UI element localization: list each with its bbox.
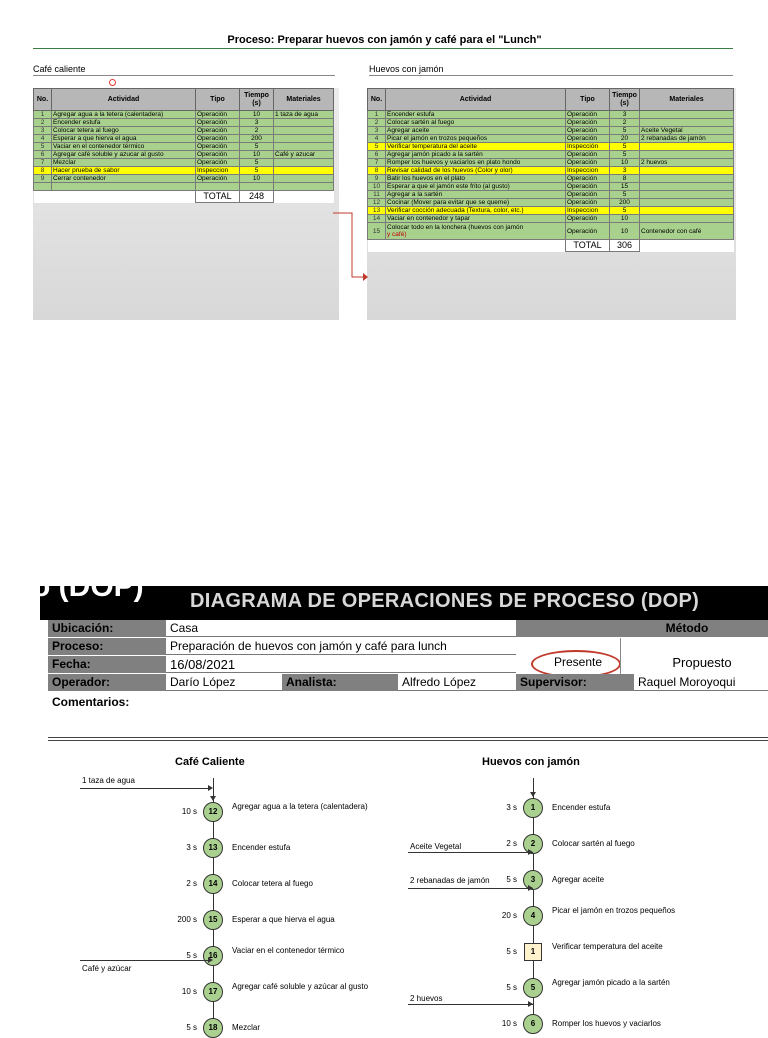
operation-circle: 3 [523,870,543,890]
analista-value: Alfredo López [398,674,516,691]
operation-circle: 14 [203,874,223,894]
tiempo-cell: 8 [610,175,640,183]
cafe-section-line [33,75,335,76]
operation-circle: 6 [523,1014,543,1034]
input-material-label: Café y azúcar [82,964,132,973]
operation-circle: 2 [523,834,543,854]
row-number: 7 [34,159,52,167]
spreadsheet-panel [33,30,736,320]
cafe-activity-table [33,88,334,203]
row-number: 9 [368,175,386,183]
blank [640,240,734,252]
connector-arrow [333,205,369,285]
tiempo-cell: 5 [240,143,274,151]
table-row [368,191,734,199]
tiempo-cell: 5 [610,143,640,151]
supervisor-label: Supervisor: [516,674,634,691]
operador-label: Operador: [48,674,166,691]
materiales-cell [640,111,734,119]
materiales-cell: Café y azucar [274,151,334,159]
inspection-square: 1 [524,943,542,961]
materiales-cell: 2 rebanadas de jamón [640,135,734,143]
title-underline [33,48,733,49]
step-time: 2 s [506,839,517,848]
process-title: Proceso: Preparar huevos con jamón y café para el "Lunch" [227,34,542,46]
actividad-cell: Verificar temperatura del aceite [386,143,566,151]
step-activity: Colocar tetera al fuego [232,879,313,888]
operation-circle: 5 [523,978,543,998]
step-activity: Agregar jamón picado a la sartén [552,978,670,987]
tiempo-cell: 3 [240,119,274,127]
tipo-cell: Operación [566,215,610,223]
row-number: 14 [368,215,386,223]
table-row [368,159,734,167]
row-number: 3 [368,127,386,135]
row-number: 11 [368,191,386,199]
materiales-cell [274,159,334,167]
materiales-cell: Aceite Vegetal [640,127,734,135]
row-number: 4 [34,135,52,143]
row-number: 7 [368,159,386,167]
tiempo-cell: 2 [610,119,640,127]
input-arrowhead [208,785,213,791]
materiales-cell [640,175,734,183]
table-row [368,183,734,191]
actividad-cell: Cerrar contenedor [52,175,196,183]
table-row [34,127,334,135]
col-header-tiempo: Tiempo (s) [240,89,274,111]
total-label: TOTAL [566,240,610,252]
table-row [368,135,734,143]
actividad-cell: Batir los huevos en el plato [386,175,566,183]
empty-cell [240,183,274,191]
tiempo-cell: 5 [610,207,640,215]
actividad-cell: Vaciar en contenedor y tapar [386,215,566,223]
ubicacion-label: Ubicación: [48,620,166,637]
operation-circle: 1 [523,798,543,818]
operation-circle: 15 [203,910,223,930]
tipo-cell: Operación [566,151,610,159]
tipo-cell: Operación [566,223,610,240]
tipo-cell: Operación [196,143,240,151]
table-row [34,175,334,183]
tipo-cell: Operación [196,135,240,143]
row-number: 8 [34,167,52,175]
actividad-cell: Romper los huevos y vaciarlos en plato hondo [386,159,566,167]
table-row [34,143,334,151]
actividad-cell [386,223,566,240]
step-time: 5 s [506,947,517,956]
tipo-cell: Inspeccion [566,167,610,175]
tiempo-cell: 15 [610,183,640,191]
step-activity: Agregar agua a la tetera (calentadera) [232,802,368,811]
proceso-value: Preparación de huevos con jamón y café para lunch [166,638,516,655]
tipo-cell: Operación [196,127,240,135]
step-time: 200 s [177,915,197,924]
empty-cell [196,183,240,191]
materiales-cell [640,167,734,175]
total-label: TOTAL [196,191,240,203]
input-arrowhead [528,849,533,855]
actividad-cell: Esperar a que el jamón este frito (al gusto) [386,183,566,191]
step-activity: Encender estufa [232,843,291,852]
blank [52,191,196,203]
row-number: 2 [368,119,386,127]
materiales-cell [274,135,334,143]
operation-circle: 4 [523,906,543,926]
dop-title: DIAGRAMA DE OPERACIONES DE PROCESO (DOP) [190,590,700,612]
tipo-cell: Operación [196,159,240,167]
tipo-cell: Operación [196,175,240,183]
blank [274,191,334,203]
input-arrowhead [208,957,213,963]
huevos-activity-table [367,88,734,252]
actividad-cell: Encender estufa [52,119,196,127]
table-row [368,119,734,127]
actividad-cell: Agregar jamón picado a la sartén [386,151,566,159]
row-number: 6 [368,151,386,159]
dop-panel [32,570,768,1032]
table-row [34,151,334,159]
row-number: 4 [368,135,386,143]
row-number: 2 [34,119,52,127]
tiempo-cell: 5 [610,127,640,135]
step-activity: Vaciar en el contenedor térmico [232,946,345,955]
cafe-diagram-title: Café Caliente [175,756,245,768]
metodo-propuesto[interactable]: Propuesto [672,655,732,670]
input-line [80,788,211,789]
tipo-cell: Operación [196,119,240,127]
materiales-cell [640,207,734,215]
col-header-tipo: Tipo [566,89,610,111]
fecha-value: 16/08/2021 [166,656,516,673]
row-number: 3 [34,127,52,135]
huevos-section-title: Huevos con jamón [369,64,444,74]
step-activity: Colocar sartén al fuego [552,839,635,848]
step-time: 5 s [186,1023,197,1032]
actividad-cell: Esperar a que hierva el agua [52,135,196,143]
col-header-tiempo: Tiempo (s) [610,89,640,111]
blank [368,240,386,252]
materiales-cell [274,167,334,175]
cafe-section-title: Café caliente [33,64,86,74]
col-header-tipo: Tipo [196,89,240,111]
actividad-text-red: y café) [387,231,407,238]
tiempo-cell: 5 [240,167,274,175]
tiempo-cell: 10 [610,223,640,240]
empty-cell [274,183,334,191]
comentarios-label: Comentarios: [52,695,130,709]
divider-line-1 [48,737,768,738]
actividad-cell: Hacer prueba de sabor [52,167,196,175]
tiempo-cell: 5 [610,151,640,159]
tiempo-cell: 10 [610,159,640,167]
tiempo-cell: 10 [240,151,274,159]
materiales-cell [640,151,734,159]
tipo-cell: Operación [566,199,610,207]
tipo-cell: Operación [566,183,610,191]
table-row [368,215,734,223]
dop-header-bar [32,570,768,620]
row-number: 15 [368,223,386,240]
materiales-cell [274,127,334,135]
actividad-cell: Agregar agua a la tetera (calentadera) [52,111,196,119]
input-material-label: Aceite Vegetal [410,842,462,851]
tipo-cell: Operación [566,191,610,199]
table-row [34,135,334,143]
col-header-materiales: Materiales [640,89,734,111]
tiempo-cell: 2 [240,127,274,135]
actividad-cell: Revisar calidad de los huevos (Color y olor) [386,167,566,175]
materiales-cell [640,183,734,191]
supervisor-value: Raquel Moroyoqui [634,674,768,691]
tipo-cell: Operación [196,111,240,119]
tipo-cell: Operación [196,151,240,159]
table-row [368,127,734,135]
table-row [34,167,334,175]
materiales-cell [274,175,334,183]
actividad-cell: Picar el jamón en trozos pequeños [386,135,566,143]
tipo-cell: Inspeccion [196,167,240,175]
tiempo-cell: 200 [240,135,274,143]
tiempo-cell: 3 [610,167,640,175]
materiales-cell [640,143,734,151]
actividad-cell: Agregar café soluble y azucar al gusto [52,151,196,159]
row-number: 13 [368,207,386,215]
blank [34,191,52,203]
actividad-cell: Colocar tetera al fuego [52,127,196,135]
huevos-section-line [369,75,733,76]
materiales-cell: 2 huevos [640,159,734,167]
huevos-diagram-title: Huevos con jamón [482,756,580,768]
step-activity: Picar el jamón en trozos pequeños [552,906,676,915]
actividad-cell: Colocar sartén al fuego [386,119,566,127]
row-number: 1 [34,111,52,119]
input-line [80,960,211,961]
tiempo-cell: 200 [610,199,640,207]
input-material-label: 2 rebanadas de jamón [410,876,490,885]
operation-circle: 13 [203,838,223,858]
empty-cell [52,183,196,191]
operation-circle: 17 [203,982,223,1002]
row-number: 9 [34,175,52,183]
table-row [368,143,734,151]
step-time: 5 s [186,951,197,960]
table-row [34,159,334,167]
table-row [368,175,734,183]
operador-value: Darío López [166,674,282,691]
cropped-title: o (DOP) [32,570,144,603]
materiales-cell [274,119,334,127]
tipo-cell: Operación [566,175,610,183]
tiempo-cell: 3 [610,111,640,119]
actividad-text: Colocar todo en la lonchera (huevos con jamón [387,224,524,231]
input-arrowhead [528,885,533,891]
step-time: 5 s [506,983,517,992]
step-activity: Agregar café soluble y azúcar al gusto [232,982,369,991]
col-header-actividad: Actividad [52,89,196,111]
row-number: 5 [34,143,52,151]
materiales-cell [640,215,734,223]
table-row [34,111,334,119]
table-row [34,119,334,127]
step-time: 20 s [501,911,517,920]
total-row [368,240,734,252]
row-number: 12 [368,199,386,207]
table-row [368,151,734,159]
huevos-flow-arrowhead [530,792,536,797]
analista-label: Analista: [282,674,398,691]
tiempo-cell: 10 [240,111,274,119]
tiempo-cell: 20 [610,135,640,143]
materiales-cell [274,143,334,151]
metodo-presente[interactable]: Presente [553,655,603,669]
step-time: 10 s [181,807,197,816]
tipo-cell: Inspección [566,143,610,151]
cafe-flow-arrowhead [210,796,216,801]
input-arrowhead [528,1001,533,1007]
tipo-cell: Operación [566,111,610,119]
input-line [408,1004,533,1005]
cursor-marker [109,79,116,86]
col-header-materiales: Materiales [274,89,334,111]
actividad-cell: Encender estufa [386,111,566,119]
step-activity: Encender estufa [552,803,611,812]
col-header-no: No. [368,89,386,111]
table-row [368,111,734,119]
step-activity: Agregar aceite [552,875,605,884]
row-number: 8 [368,167,386,175]
total-value: 306 [610,240,640,252]
ubicacion-value: Casa [166,620,516,637]
actividad-cell: Agregar aceite [386,127,566,135]
total-value: 248 [240,191,274,203]
step-activity: Mezclar [232,1023,261,1032]
actividad-cell: Mezclar [52,159,196,167]
table-row [368,223,734,240]
row-number: 10 [368,183,386,191]
divider-line-2 [48,740,768,741]
input-material-label: 2 huevos [410,994,443,1003]
tipo-cell: Operación [566,135,610,143]
table-row [368,199,734,207]
tipo-cell: Operación [566,127,610,135]
total-row [34,191,334,203]
operation-circle: 18 [203,1018,223,1038]
actividad-cell: Agregar a la sartén [386,191,566,199]
step-activity: Romper los huevos y vaciarlos [552,1019,661,1028]
materiales-cell: 1 taza de agua [274,111,334,119]
tipo-cell: Inspeccion [566,207,610,215]
step-time: 10 s [501,1019,517,1028]
step-time: 5 s [506,875,517,884]
tiempo-cell: 10 [240,175,274,183]
blank [386,240,566,252]
operation-circle: 16 [203,946,223,966]
col-header-actividad: Actividad [386,89,566,111]
fecha-label: Fecha: [48,656,166,673]
row-number: 1 [368,111,386,119]
step-time: 3 s [506,803,517,812]
row-number: 5 [368,143,386,151]
proceso-label: Proceso: [48,638,166,655]
materiales-cell [640,191,734,199]
actividad-cell: Verificar cocción adecuada (Textura, color, etc.) [386,207,566,215]
actividad-cell: Vaciar en el contenedor térmico [52,143,196,151]
tiempo-cell: 10 [610,215,640,223]
operation-circle: 12 [203,802,223,822]
empty-cell [34,183,52,191]
materiales-cell [640,119,734,127]
input-line [408,852,533,853]
step-time: 3 s [186,843,197,852]
table-row [368,167,734,175]
table-row-empty [34,183,334,191]
step-activity: Verificar temperatura del aceite [552,942,663,951]
row-number: 6 [34,151,52,159]
materiales-cell [640,199,734,207]
step-time: 2 s [186,879,197,888]
step-activity: Esperar a que hierva el agua [232,915,335,924]
step-time: 10 s [181,987,197,996]
tiempo-cell: 5 [240,159,274,167]
tipo-cell: Operación [566,119,610,127]
materiales-cell: Contenedor con café [640,223,734,240]
col-header-no: No. [34,89,52,111]
actividad-cell: Cocinar (Mover para evitar que se queme) [386,199,566,207]
input-material-label: 1 taza de agua [82,776,135,785]
tiempo-cell: 5 [610,191,640,199]
table-row [368,207,734,215]
tipo-cell: Operación [566,159,610,167]
input-line [408,888,533,889]
metodo-label: Método [516,620,768,637]
